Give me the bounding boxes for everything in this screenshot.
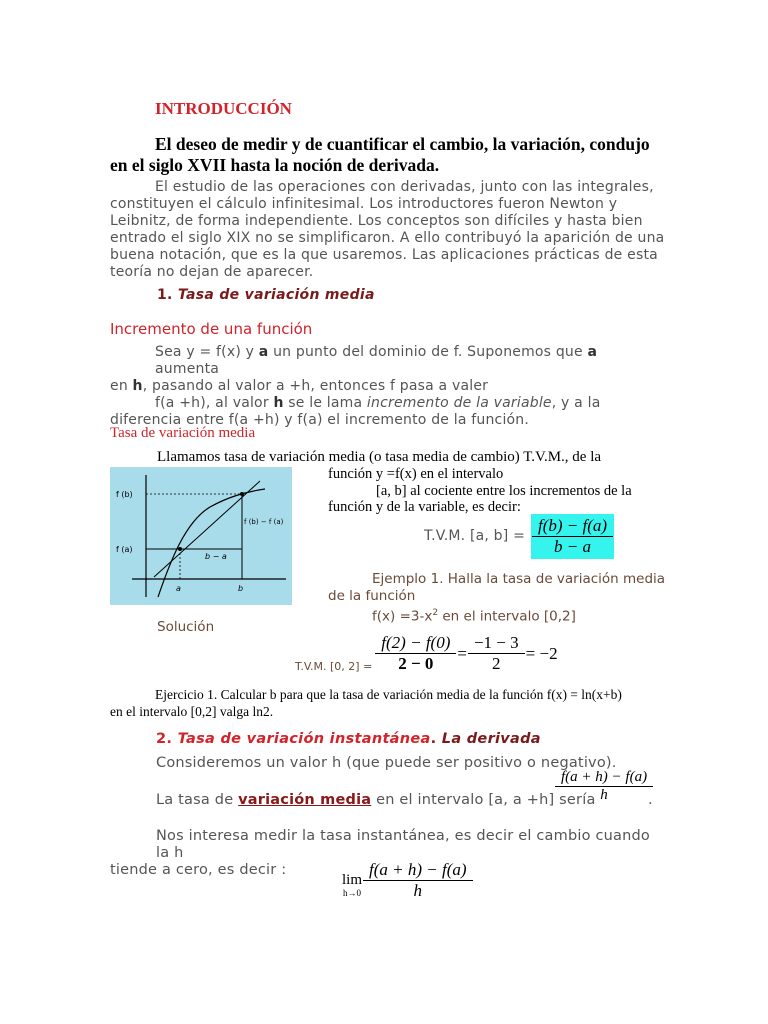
section2-line-2-end: . — [648, 792, 653, 808]
incremento-heading: Incremento de una función — [110, 320, 313, 338]
lead-line-2: en el siglo XVII hasta la noción de derivada. — [110, 155, 440, 175]
tvm-line-3: [a, b] al cociente entre los incrementos de la — [376, 483, 632, 499]
solution-fraction-2: $\frac{-1 - 3}{2}$ — [471, 633, 522, 674]
line-text: en el intervalo [a, a +h] sería — [376, 792, 596, 808]
intro-line: constituyen el cálculo infinitesimal. Los introductores fueron Newton y — [110, 196, 618, 212]
label-b: b — [238, 584, 244, 593]
solution-label: T.V.M. [0, 2] = — [295, 660, 373, 673]
intro-paragraph — [110, 179, 670, 281]
ejemplo-line: Ejemplo 1. Halla la tasa de variación media — [372, 571, 666, 587]
variacion-media-link[interactable]: variación media — [238, 792, 372, 808]
tvm-graph-figure — [110, 467, 292, 605]
point-a — [178, 547, 182, 551]
lead-line-1: El deseo de medir y de cuantificar el cambio, la variación, condujo — [155, 134, 650, 154]
intro-line: El estudio de las operaciones con derivadas, junto con las integrales, — [155, 179, 654, 195]
incremento-line: Sea y = f(x) y a un punto del dominio de f. Suponemos que a aumenta — [155, 344, 598, 377]
tvm-graph — [110, 467, 292, 605]
section-number: 2. — [156, 731, 173, 747]
solucion-label: Solución — [157, 619, 215, 635]
section2-line-2 — [156, 792, 596, 809]
intro-line: entrado el siglo XIX no se simplificaron. A ello contribuyó la aparición de una — [110, 230, 665, 246]
label-fa: f (a) — [116, 545, 133, 554]
section-1-heading — [157, 287, 375, 303]
label-bma: b − a — [205, 552, 227, 561]
ejemplo-line: de la función — [328, 588, 416, 604]
section-separator: . — [430, 731, 437, 747]
tvm-line-1: Llamamos tasa de variación media (o tasa media de cambio) T.V.M., de la — [157, 449, 602, 465]
graph-background — [110, 467, 292, 605]
formula-box — [531, 514, 614, 559]
section2-line-1: Consideremos un valor h (que puede ser positivo o negativo). — [156, 755, 617, 771]
label-fb: f (b) — [116, 490, 133, 499]
section-2-heading — [156, 731, 541, 747]
label-a: a — [176, 584, 181, 593]
solution-result: = −2 — [525, 643, 558, 663]
section2-line: tiende a cero, es decir : — [110, 862, 287, 878]
section-title: Tasa de variación instantánea — [177, 731, 431, 747]
intro-line: buena notación, que es la que usaremos. Las aplicaciones prácticas de esta — [110, 247, 658, 263]
label-diff: f (b) − f (a) — [244, 518, 284, 526]
ejercicio-block — [110, 686, 670, 720]
incremento-paragraph — [110, 344, 662, 429]
section-subtitle: La derivada — [441, 731, 541, 747]
section2-line: Nos interesa medir la tasa instantánea, es decir el cambio cuando la h — [156, 828, 650, 861]
tvm-formula — [424, 514, 614, 559]
formula-label: T.V.M. [a, b] = — [424, 528, 526, 544]
solution-formula — [295, 633, 558, 674]
incremento-line: f(a +h), al valor h se le lama incremento de la variable, y a la — [155, 395, 601, 411]
section-number: 1. — [157, 287, 173, 303]
equals-sign: = — [457, 643, 467, 663]
ejercicio-line: en el intervalo [0,2] valga ln2. — [110, 704, 274, 719]
tvm-line-4: función y de la variable, es decir: — [328, 499, 521, 515]
line-text: La tasa de — [156, 792, 234, 808]
lim-operator: lim h→0 — [342, 872, 363, 898]
section-title: Tasa de variación media — [177, 287, 375, 303]
page-title: INTRODUCCIÓN — [155, 99, 292, 118]
ejercicio-line: Ejercicio 1. Calcular b para que la tasa de variación media de la función f(x) = ln(x+b) — [155, 687, 622, 702]
tvm-line-2: función y =f(x) en el intervalo — [328, 466, 504, 482]
ejemplo-line: $f(x) =3-x^2$ en el intervalo [0,2] — [372, 608, 576, 625]
point-b — [240, 492, 244, 496]
formula-denominator: b − a — [532, 536, 613, 557]
incremento-line: diferencia entre f(a +h) y f(a) el incremento de la función. — [110, 412, 530, 428]
solution-fraction-1: $\frac{f(2) - f(0)}{2 - 0}$ — [378, 633, 453, 674]
incremento-line: en h, pasando al valor a +h, entonces f pasa a valer — [110, 378, 489, 394]
variation-denominator: h — [555, 786, 653, 804]
formula-numerator: f(b) − f(a) — [538, 516, 608, 535]
tvm-heading: Tasa de variación media — [110, 425, 256, 441]
intro-line: Leibnitz, de forma independiente. Los conceptos son difíciles y hasta bien — [110, 213, 643, 229]
ejemplo-block — [328, 571, 665, 626]
variation-numerator: f(a + h) − f(a) — [561, 769, 648, 785]
limit-formula — [342, 860, 470, 901]
intro-line: teoría no dejan de aparecer. — [110, 264, 314, 280]
limit-fraction: $\frac{f(a + h) - f(a)}{h}$ — [366, 860, 470, 901]
